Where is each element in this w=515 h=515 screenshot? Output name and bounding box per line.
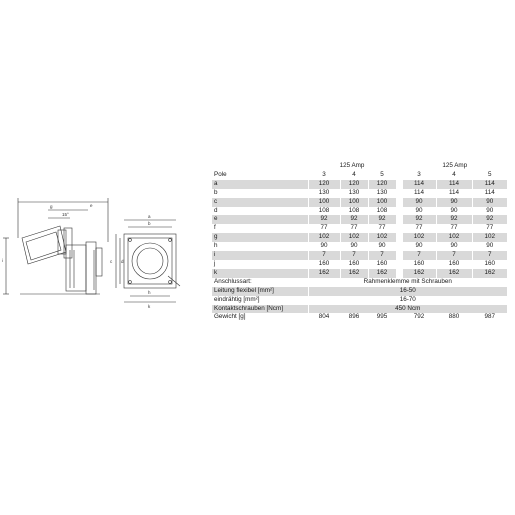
dimension-value: 7 (308, 251, 340, 260)
dimension-value: 162 (436, 269, 472, 278)
dimension-value: 114 (472, 189, 507, 198)
dimension-label: b (212, 189, 308, 198)
dimension-value: 90 (340, 242, 368, 251)
dimension-value: 90 (472, 242, 507, 251)
dimension-value: 114 (402, 180, 436, 189)
dimension-value: 90 (472, 207, 507, 216)
dimension-value: 90 (368, 242, 396, 251)
dimension-value: 7 (368, 251, 396, 260)
dimension-value: 92 (368, 215, 396, 224)
dimension-value: 102 (368, 233, 396, 242)
pole-value: 5 (368, 171, 396, 180)
pole-value: 4 (436, 171, 472, 180)
dimension-value: 7 (340, 251, 368, 260)
pole-value: 3 (308, 171, 340, 180)
dimension-value: 162 (402, 269, 436, 278)
spec-value: 16-50 (308, 287, 507, 296)
amp-header-left: 125 Amp (308, 162, 396, 171)
dimension-value: 100 (340, 198, 368, 207)
dimension-row (212, 224, 507, 233)
spec-row (212, 305, 507, 314)
dimension-value: 162 (340, 269, 368, 278)
dimension-value: 7 (472, 251, 507, 260)
dimension-value: 162 (308, 269, 340, 278)
dimension-value: 90 (436, 207, 472, 216)
dimension-row (212, 269, 507, 278)
dimension-row (212, 251, 507, 260)
dimension-row (212, 180, 507, 189)
dimension-value: 7 (436, 251, 472, 260)
spec-row (212, 296, 507, 305)
dimension-value: 162 (368, 269, 396, 278)
weight-value: 792 (402, 313, 436, 322)
dimension-label: h (212, 242, 308, 251)
dim-label-d: d (121, 259, 124, 264)
dimension-value: 92 (436, 215, 472, 224)
dimension-value: 160 (368, 260, 396, 269)
dimension-value: 102 (340, 233, 368, 242)
dim-label-b: b (148, 221, 151, 226)
dimension-value: 114 (436, 189, 472, 198)
dim-label-i: i (2, 258, 3, 263)
dimension-value: 90 (436, 242, 472, 251)
dimension-value: 92 (402, 215, 436, 224)
dimension-value: 77 (402, 224, 436, 233)
dim-label-e: e (90, 203, 93, 208)
weight-row (212, 313, 507, 322)
dimension-value: 108 (368, 207, 396, 216)
dimension-label: i (212, 251, 308, 260)
dimension-value: 130 (340, 189, 368, 198)
weight-value: 880 (436, 313, 472, 322)
dimension-value: 130 (308, 189, 340, 198)
dimension-value: 162 (472, 269, 507, 278)
dimension-row (212, 207, 507, 216)
dimension-row (212, 242, 507, 251)
dimension-value: 7 (402, 251, 436, 260)
dimension-label: c (212, 198, 308, 207)
dim-label-h: h (148, 290, 151, 295)
dimension-value: 100 (368, 198, 396, 207)
dimension-row (212, 198, 507, 207)
dimension-value: 90 (402, 207, 436, 216)
dimension-value: 120 (340, 180, 368, 189)
dimension-value: 160 (436, 260, 472, 269)
dimension-label: f (212, 224, 308, 233)
dimension-row (212, 260, 507, 269)
spec-table (212, 162, 507, 322)
dim-label-g: g (50, 204, 53, 209)
dimension-row (212, 189, 507, 198)
dimension-label: a (212, 180, 308, 189)
dimension-value: 77 (436, 224, 472, 233)
weight-value: 804 (308, 313, 340, 322)
dim-label-c: c (110, 259, 113, 264)
dimension-value: 90 (402, 198, 436, 207)
pole-value: 3 (402, 171, 436, 180)
dimension-value: 120 (308, 180, 340, 189)
dimension-value: 90 (308, 242, 340, 251)
weight-value: 995 (368, 313, 396, 322)
side-view (3, 198, 108, 294)
dimension-value: 77 (368, 224, 396, 233)
dimension-value: 102 (308, 233, 340, 242)
weight-value: 987 (472, 313, 507, 322)
header-row (212, 162, 507, 171)
dim-label-angle: 15° (62, 212, 69, 217)
dimension-value: 160 (402, 260, 436, 269)
dimension-value: 114 (472, 180, 507, 189)
dimension-value: 100 (308, 198, 340, 207)
dimension-value: 160 (472, 260, 507, 269)
pole-label: Pole (212, 171, 308, 180)
dimension-value: 90 (472, 198, 507, 207)
spec-label: eindrähtig [mm²] (212, 296, 308, 305)
dimension-value: 160 (340, 260, 368, 269)
spec-label: Kontaktschrauben [Ncm] (212, 305, 308, 314)
dimension-value: 108 (340, 207, 368, 216)
dimension-value: 160 (308, 260, 340, 269)
dimension-value: 92 (308, 215, 340, 224)
dimension-label: e (212, 215, 308, 224)
technical-drawing (0, 190, 212, 320)
dimension-value: 90 (402, 242, 436, 251)
dim-label-k: k (148, 304, 151, 309)
dimension-label: g (212, 233, 308, 242)
dimension-value: 114 (436, 180, 472, 189)
dimension-label: j (212, 260, 308, 269)
dimension-value: 114 (402, 189, 436, 198)
dimension-value: 102 (472, 233, 507, 242)
dimension-value: 108 (308, 207, 340, 216)
pole-row (212, 171, 507, 180)
spec-value: 450 Ncm (308, 305, 507, 314)
dimension-value: 130 (368, 189, 396, 198)
dimension-value: 77 (472, 224, 507, 233)
spec-label: Leitung flexibel [mm²] (212, 287, 308, 296)
spec-value: 16-70 (308, 296, 507, 305)
weight-value: 896 (340, 313, 368, 322)
spec-label: Anschlussart: (212, 278, 308, 287)
dimension-value: 77 (308, 224, 340, 233)
dimension-label: k (212, 269, 308, 278)
dimension-value: 92 (472, 215, 507, 224)
dimension-row (212, 215, 507, 224)
dimension-value: 120 (368, 180, 396, 189)
spec-row (212, 287, 507, 296)
dim-label-a: a (148, 214, 151, 219)
dimension-row (212, 233, 507, 242)
pole-value: 5 (472, 171, 507, 180)
dimension-value: 102 (402, 233, 436, 242)
pole-value: 4 (340, 171, 368, 180)
weight-label: Gewicht [g] (212, 313, 308, 322)
dimension-value: 77 (340, 224, 368, 233)
dimension-value: 92 (340, 215, 368, 224)
spec-row (212, 278, 507, 287)
dimension-value: 102 (436, 233, 472, 242)
dimension-label: d (212, 207, 308, 216)
dimension-value: 90 (436, 198, 472, 207)
spec-value: Rahmenklemme mit Schrauben (308, 278, 507, 287)
amp-header-right: 125 Amp (402, 162, 507, 171)
